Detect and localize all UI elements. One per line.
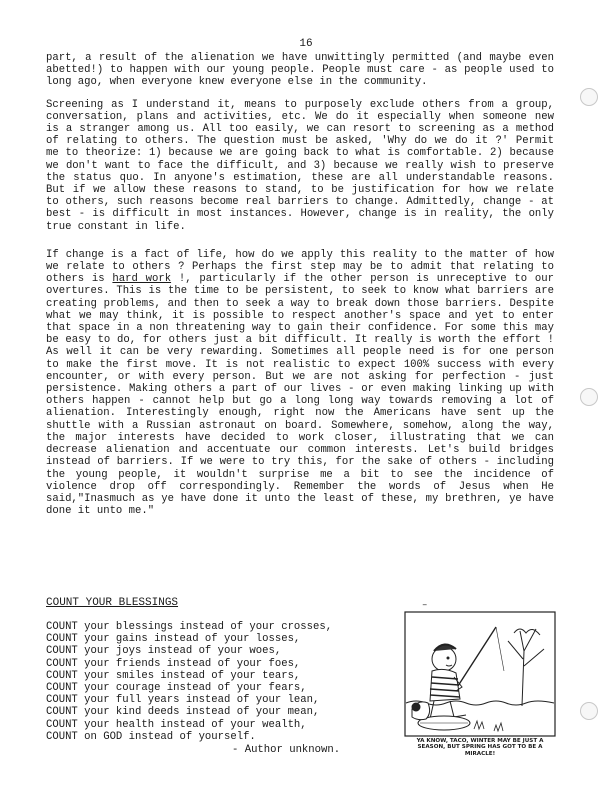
- cartoon-caption: YA KNOW, TACO, WINTER MAY BE JUST A SEASON, BUT SPRING HAS GOT TO BE A MIRACLE!: [416, 738, 544, 757]
- paragraph-1: part, a result of the alienation we have unwittingly permitted (and maybe even abetted!) to happen with our young people. People must care - as people used to long ago, when everyone knew everyone else in the community.: [46, 52, 554, 89]
- cartoon-tick-mark: –: [422, 600, 428, 610]
- poem-line: COUNT your health instead of your wealth,: [46, 718, 307, 731]
- punch-hole-middle: [580, 388, 598, 406]
- poem-line: COUNT your full years instead of your lean,: [46, 694, 320, 707]
- poem-line: COUNT your smiles instead of your tears,: [46, 669, 301, 682]
- count-your-blessings-poem: [46, 597, 386, 756]
- poem-line: COUNT your joys instead of your woes,: [46, 645, 282, 658]
- poem-title: COUNT YOUR BLESSINGS: [46, 597, 179, 609]
- poem-line: COUNT on GOD instead of yourself.: [46, 730, 256, 743]
- fishing-boy-cartoon: [404, 611, 556, 757]
- paragraph-2: Screening as I understand it, means to purposely exclude others from a group, conversation, plans and activities, etc. We do it especially when someone new is a stranger among us. All too easily, we can resort to screening as a method of relating to others. The question must be asked, 'Why do we do it ?' Permit me to theorize: 1) because we are going back to what is comfortable. 2) because we don't want to face the difficult, and 3) because we really wish to preserve the status quo. In anyone's estimation, these are all understandable reasons. But if we allow these reasons to stand, to be justification for how we relate to others, such reasons become real barriers to change. Admittedly, change - at best - is difficult in most instances. However, change is in reality, the only true constant in life.: [46, 98, 554, 233]
- paragraph-3-start: If change is a fact of life, how do we apply this reality to the matter of how we relate to others ? Perhaps the first step may be to admit that relating to others is: [46, 248, 554, 286]
- punch-hole-top: [580, 88, 598, 106]
- poem-author: - Author unknown.: [232, 744, 341, 757]
- punch-hole-bottom: [580, 702, 598, 720]
- poem-line: COUNT your friends instead of your foes,: [46, 657, 301, 670]
- poem-line: COUNT your gains instead of your losses,: [46, 633, 301, 646]
- poem-line: COUNT your kind deeds instead of your mean,: [46, 706, 320, 719]
- page-number: 16: [299, 38, 313, 50]
- poem-line: COUNT your courage instead of your fears,: [46, 682, 307, 695]
- hard-work-underlined: hard work: [112, 273, 172, 286]
- paragraph-3: [46, 249, 554, 517]
- article-body: [46, 52, 554, 527]
- poem-line: COUNT your blessings instead of your crosses,: [46, 621, 333, 633]
- paragraph-3-rest: !, particularly if the other person is unreceptive to our overtures. This is the time to be persistent, to seek to know what barriers are creating problems, and then to seek a way to break down those barriers. Despite what we may think, it is possible to respect another's space and yet to enter that space in a non threatening way to gain their confidence. For some this may be easy to do, for others just a bit difficult. It really is worth the effort ! As well it can be very rewarding. Sometimes all people need is for one person to make the first move. It is not realistic to expect 100% success with every encounter, or with every person. But we are not asking for perfection - just persistence. Making others a part of our lives - or even making linking up with others happen - cannot help but go a long long way towards removing a lot of alienation. Interestingly enough, right now the Americans have sent up the shuttle with a Russian astronaut on board. Somewhere, somehow, along the way, the major interests have decided to work closer, illustrating that we can decrease alienation and accentuate our common interests. Let's build bridges instead of barriers. If we were to try this, for the sake of others - including the young people, it wouldn't surprise me a bit to see the incidence of violence drop off correspondingly. Remember the words of Jesus when He said,"Inasmuch as ye have done it unto the least of these, my brethren, ye have done it unto me.": [46, 273, 554, 518]
